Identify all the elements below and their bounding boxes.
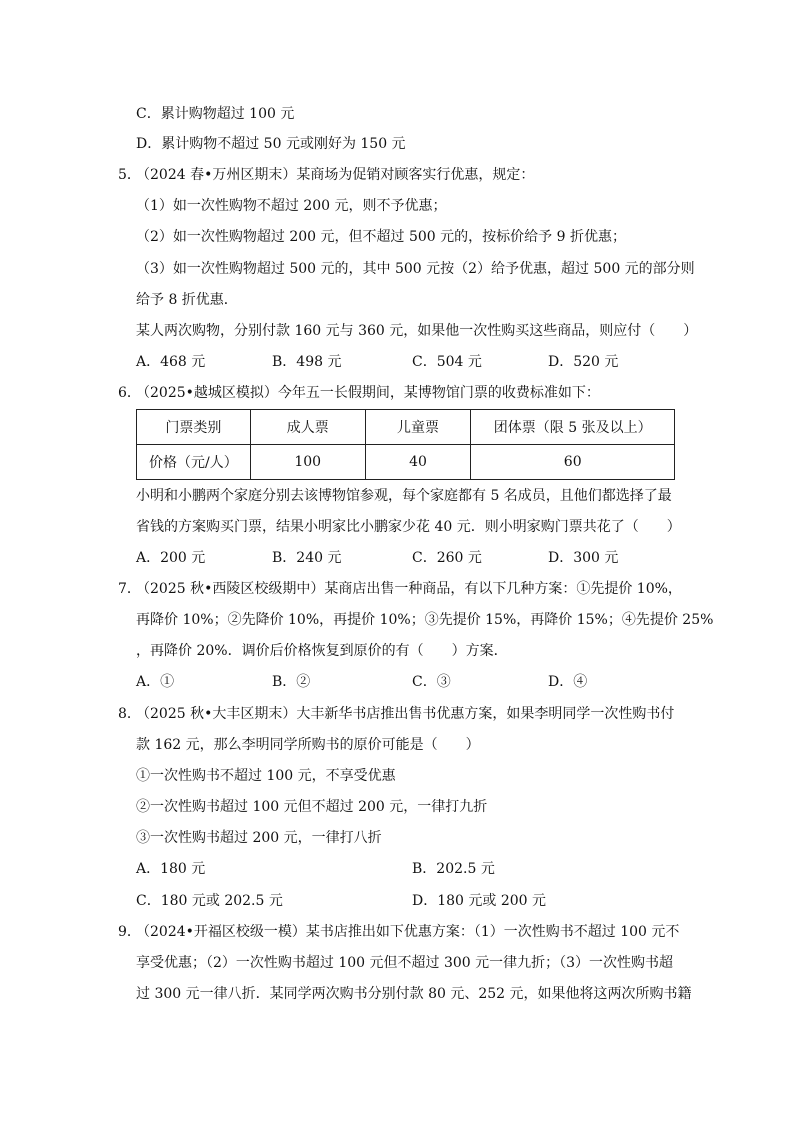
q7-line-2: 再降价 10%；②先降价 10%，再提价 10%；③先提价 15%，再降价 15%；④先提价 25% [136,612,714,628]
q8-line-1: （2025 秋•大丰区期末）大丰新华书店推出售书优惠方案，如果李明同学一次性购书付 [136,706,675,722]
q6-stem: （2025•越城区模拟）今年五一长假期间，某博物馆门票的收费标准如下： [136,385,600,401]
q7-line-1: （2025 秋•西陵区校级期中）某商店出售一种商品，有以下几种方案：①先提价 10%， [136,581,682,597]
q9-number: 9． [118,924,141,940]
table-header-row [137,410,675,445]
q6-option-b: B．240 元 [272,550,342,566]
q8-option-c: C．180 元或 202.5 元 [136,893,283,909]
q5-rule-2: （2）如一次性购物超过 200 元，但不超过 500 元的，按标价给予 9 折优惠； [136,229,626,245]
q8-option-b: B．202.5 元 [412,861,495,877]
q6-option-d: D．300 元 [548,550,619,566]
table-cell: 价格（元/人） [137,445,251,480]
ticket-price-table [136,409,675,480]
q4-option-c: C．累计购物超过 100 元 [136,106,295,122]
q8-condition-3: ③一次性购书超过 200 元，一律打八折 [136,830,382,846]
table-cell: 门票类别 [137,410,251,445]
q8-option-d: D．180 元或 200 元 [412,893,547,909]
q5-rule-3-cont: 给予 8 折优惠． [136,292,238,308]
table-row [137,445,675,480]
q5-rule-3: （3）如一次性购物超过 500 元的，其中 500 元按（2）给予优惠，超过 500 元的部分则 [136,261,695,277]
q7-option-a: A．① [136,674,175,690]
table-cell: 儿童票 [365,410,471,445]
q9-line-2: 享受优惠；（2）一次性购书超过 100 元但不超过 300 元一律九折；（3）一次性购书超 [136,955,674,971]
q7-number: 7． [118,581,141,597]
q7-line-3: ，再降价 20%．调价后价格恢复到原价的有（ ）方案． [136,643,508,659]
q5-option-a: A．468 元 [136,354,206,370]
q9-line-3: 过 300 元一律八折．某同学两次购书分别付款 80 元、252 元，如果他将这两次所购书籍 [136,986,692,1002]
q6-number: 6． [118,385,141,401]
q5-option-d: D．520 元 [548,354,619,370]
q7-option-c: C．③ [412,674,451,690]
q8-condition-2: ②一次性购书超过 100 元但不超过 200 元，一律打九折 [136,799,488,815]
q5-option-b: B．498 元 [272,354,342,370]
q6-option-c: C．260 元 [412,550,482,566]
q5-question: 某人两次购物，分别付款 160 元与 360 元，如果他一次性购买这些商品，则应付（ ） [136,323,698,339]
q8-number: 8． [118,706,141,722]
table-cell: 100 [250,445,365,480]
q5-option-c: C．504 元 [412,354,482,370]
q8-option-a: A．180 元 [136,861,206,877]
q6-option-a: A．200 元 [136,550,206,566]
table-cell: 60 [471,445,675,480]
q9-line-1: （2024•开福区校级一模）某书店推出如下优惠方案：（1）一次性购书不超过 100 元不 [136,924,680,940]
q8-condition-1: ①一次性购书不超过 100 元，不享受优惠 [136,768,396,784]
q5-rule-1: （1）如一次性购物不超过 200 元，则不予优惠； [136,198,447,214]
q6-line-2: 省钱的方案购买门票，结果小明家比小鹏家少花 40 元．则小明家购门票共花了（ ） [136,519,681,535]
q4-option-d: D．累计购物不超过 50 元或刚好为 150 元 [136,136,406,152]
table-cell: 团体票（限 5 张及以上） [471,410,675,445]
table-cell: 成人票 [250,410,365,445]
table-cell: 40 [365,445,471,480]
q5-stem: （2024 春•万州区期末）某商场为促销对顾客实行优惠，规定： [136,167,535,183]
q8-line-2: 款 162 元，那么李明同学所购书的原价可能是（ ） [136,737,480,753]
q7-option-b: B．② [272,674,311,690]
q7-option-d: D．④ [548,674,588,690]
q5-number: 5． [118,167,141,183]
q6-line-1: 小明和小鹏两个家庭分别去该博物馆参观，每个家庭都有 5 名成员，且他们都选择了最 [136,488,672,504]
